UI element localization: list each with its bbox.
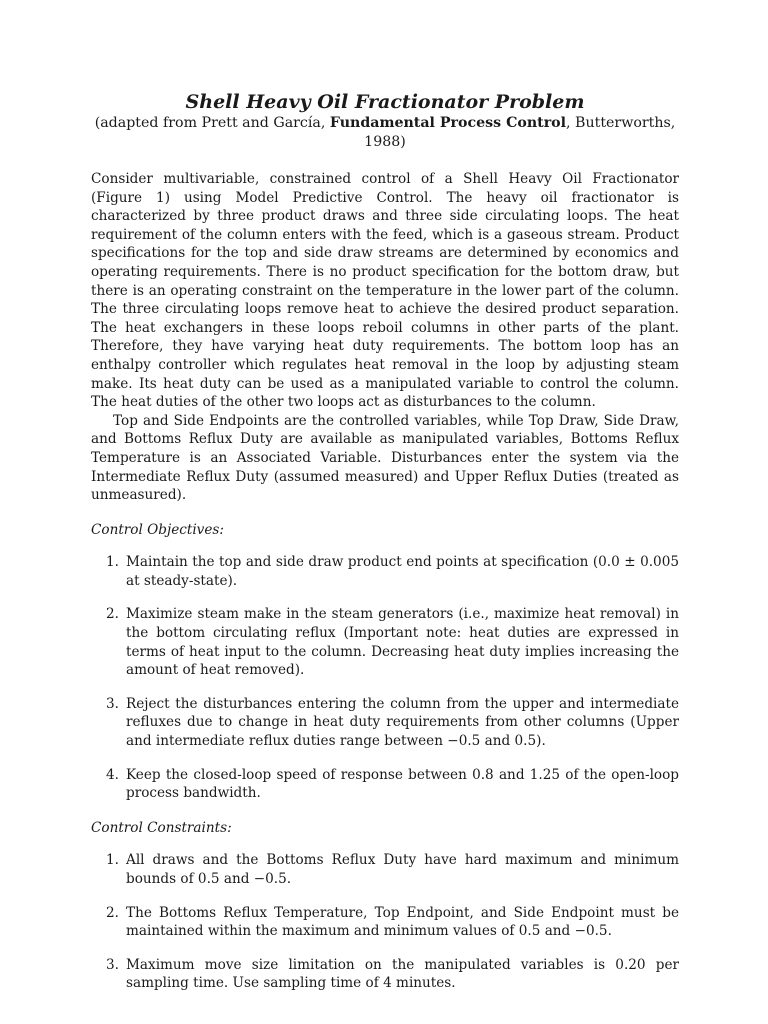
constraints-list	[91, 851, 679, 993]
objective-text: Reject the disturbances entering the column from the upper and intermediate refluxes due to change in heat duty requirements from other columns (Upper and intermediate reflux duties range between −0.5 and 0.5).	[126, 695, 679, 750]
objective-text: Keep the closed-loop speed of response between 0.8 and 1.25 of the open-loop process bandwidth.	[126, 766, 679, 802]
constraint-text: Maximum move size limitation on the manipulated variables is 0.20 per sampling time. Use sampling time of 4 minutes.	[126, 956, 679, 992]
objective-number: 4.	[106, 766, 119, 783]
constraint-text: The Bottoms Reflux Temperature, Top Endpoint, and Side Endpoint must be maintained within the maximum and minimum values of 0.5 and −0.5.	[126, 904, 679, 940]
objectives-list	[91, 553, 679, 803]
objectives-heading: Control Objectives:	[91, 521, 224, 538]
constraint-item	[91, 956, 679, 993]
document-subtitle	[91, 114, 679, 152]
objective-number: 2.	[106, 606, 119, 623]
variables-paragraph: Top and Side Endpoints are the controlled variables, while Top Draw, Side Draw, and Bottoms Reflux Duty are available as manipulated variables, Bottoms Reflux Temperature is an Associated Variable. Disturbances enter the system via the Intermediate Reflux Duty (assumed measured) and Upper Reflux Duties (treated as unmeasured).	[91, 412, 679, 504]
constraint-item	[91, 851, 679, 888]
objective-item	[91, 766, 679, 803]
constraint-item	[91, 904, 679, 941]
constraint-text: All draws and the Bottoms Reflux Duty have hard maximum and minimum bounds of 0.5 and −0.5.	[126, 852, 679, 887]
constraint-number: 1.	[106, 852, 119, 869]
objective-text: Maintain the top and side draw product end points at specification (0.0 ± 0.005 at steady-state).	[126, 554, 679, 589]
constraints-heading: Control Constraints:	[91, 819, 232, 836]
constraint-number: 2.	[106, 904, 119, 921]
objective-item	[91, 695, 679, 751]
objective-item	[91, 605, 679, 679]
subtitle-suffix: , Butterworths, 1988)	[364, 115, 676, 150]
objective-text: Maximize steam make in the steam generators (i.e., maximize heat removal) in the bottom circulating reflux (Important note: heat duties are expressed in terms of heat input to the column. Decreasing heat duty implies increasing the amount of heat removed).	[126, 606, 679, 679]
document-title: Shell Heavy Oil Fractionator Problem	[185, 91, 585, 113]
objective-item	[91, 553, 679, 590]
document-page	[91, 90, 679, 1008]
objective-number: 3.	[106, 695, 119, 712]
constraint-number: 3.	[106, 956, 119, 973]
subtitle-prefix: (adapted from Prett and García,	[94, 115, 330, 131]
objective-number: 1.	[106, 554, 119, 571]
subtitle-book-title: Fundamental Process Control	[329, 115, 567, 131]
intro-paragraph: Consider multivariable, constrained control of a Shell Heavy Oil Fractionator (Figure 1) using Model Predictive Control. The heavy oil fractionator is characterized by three product draws and three side circulating loops. The heat requirement of the column enters with the feed, which is a gaseous stream. Product specifications for the top and side draw streams are determined by economics and operating requirements. There is no product specification for the bottom draw, but there is an operating constraint on the temperature in the lower part of the column. The three circulating loops remove heat to achieve the desired product separation. The heat exchangers in these loops reboil columns in other parts of the plant. Therefore, they have varying heat duty requirements. The bottom loop has an enthalpy controller which regulates heat removal in the loop by adjusting steam make. Its heat duty can be used as a manipulated variable to control the column. The heat duties of the other two loops act as disturbances to the column.	[91, 171, 679, 411]
